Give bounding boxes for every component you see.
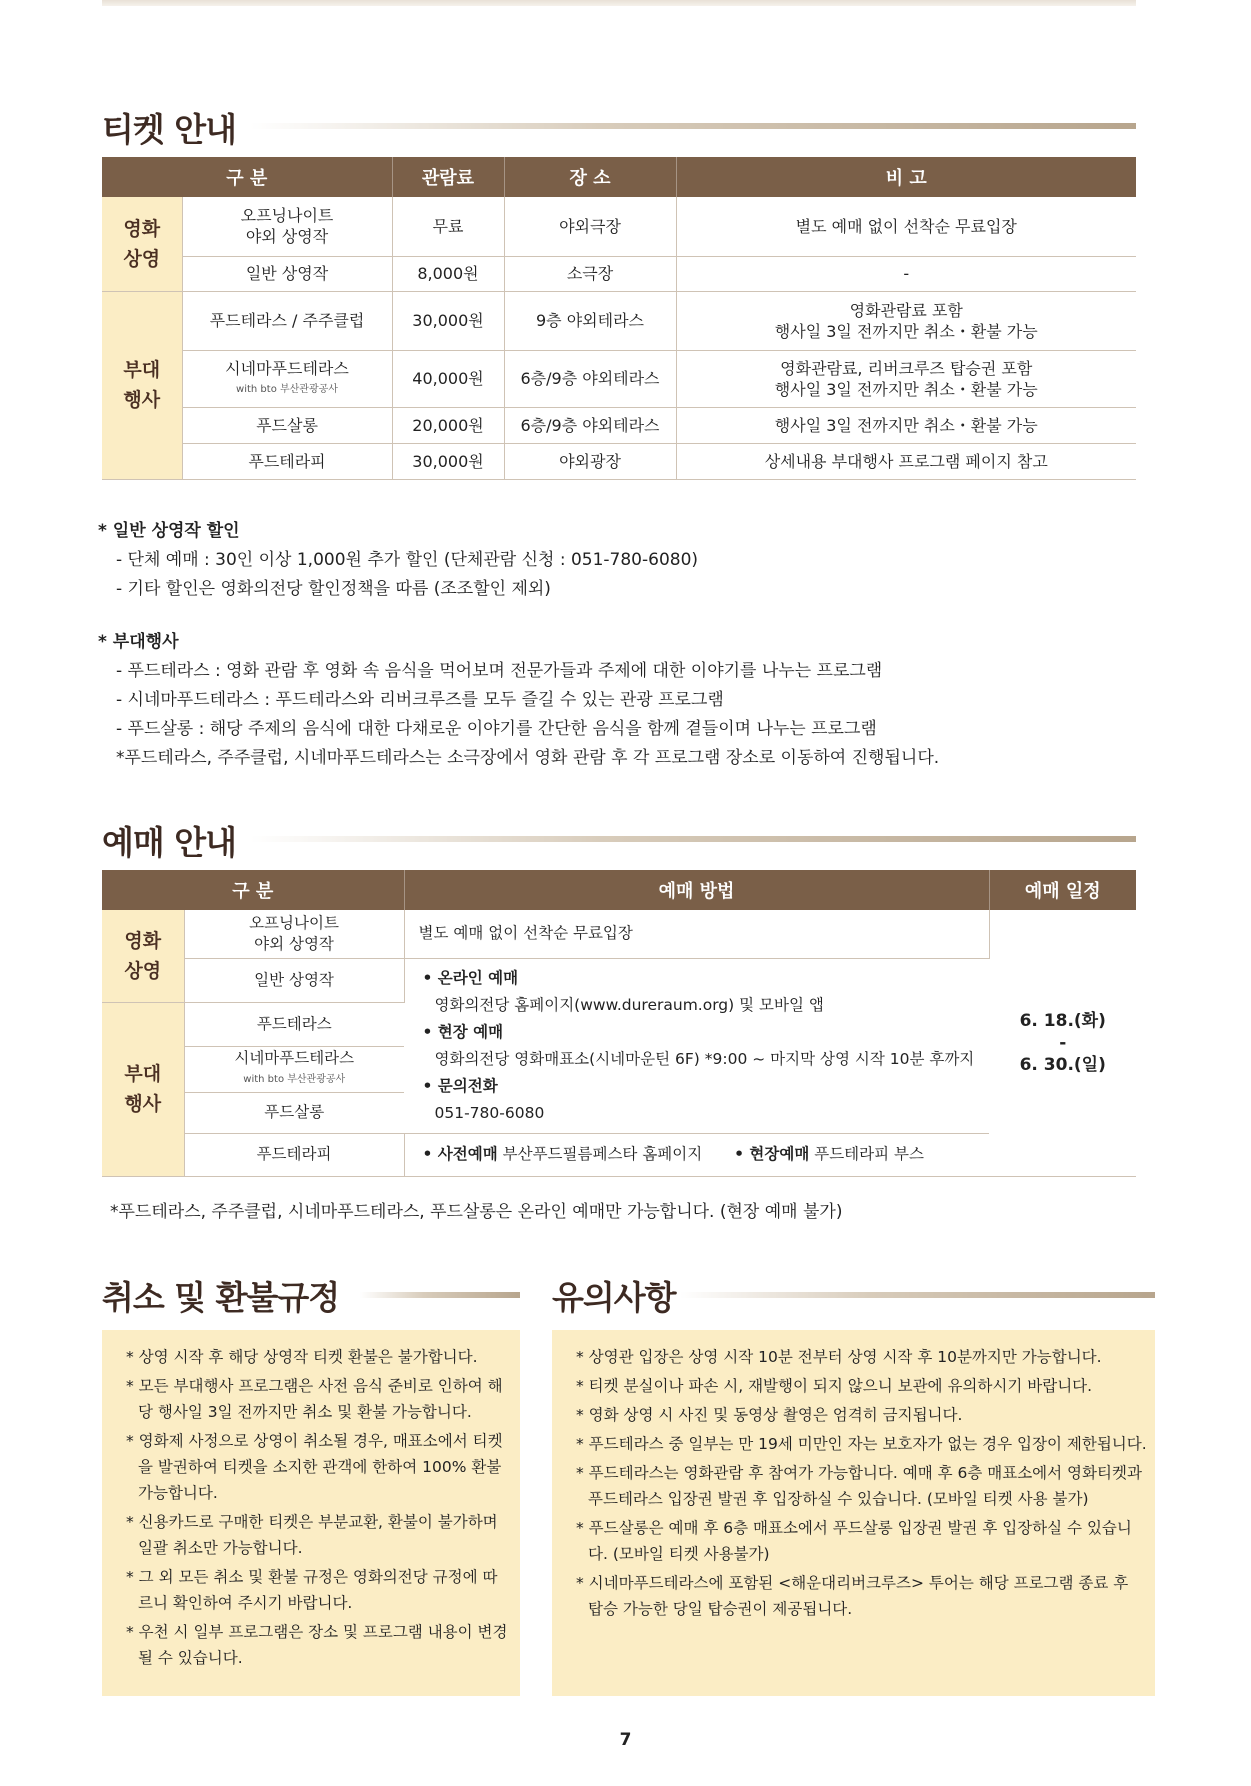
program-name: 푸드테라스 / 주주클럽 (182, 291, 392, 350)
pre-booking-label: • 사전예매 (422, 1145, 498, 1163)
note: 별도 예매 없이 선착순 무료입장 (676, 197, 1136, 256)
table-row (102, 407, 1136, 443)
program-name: 오프닝나이트 야외 상영작 (182, 197, 392, 256)
note: 행사일 3일 전까지만 취소・환불 가능 (676, 407, 1136, 443)
header-place: 장 소 (504, 157, 676, 197)
discount-notes (98, 517, 1138, 604)
note: 영화관람료 포함 행사일 3일 전까지만 취소・환불 가능 (676, 291, 1136, 350)
onsite-label: • 현장 예매 (422, 1022, 504, 1041)
list-item: * 상영 시작 후 해당 상영작 티켓 환불은 불가합니다. (126, 1348, 478, 1366)
booking-schedule: 6. 18.(화) - 6. 30.(일) (989, 910, 1136, 1176)
place: 야외광장 (504, 443, 676, 479)
event-note-item: - 시네마푸드테라스 : 푸드테라스와 리버크루즈를 모두 즐길 수 있는 관광 프로그램 (116, 690, 724, 710)
place: 소극장 (504, 256, 676, 291)
site-booking-text: 푸드테라피 부스 (809, 1145, 924, 1163)
header-category: 구 분 (102, 157, 392, 197)
note: - (676, 256, 1136, 291)
table-row (102, 256, 1136, 291)
table-row (102, 291, 1136, 350)
fee: 8,000원 (392, 256, 504, 291)
fee: 20,000원 (392, 407, 504, 443)
table-row (102, 197, 1136, 256)
list-item: * 그 외 모든 취소 및 환불 규정은 영화의전당 규정에 따르니 확인하여 주시기 바랍니다. (126, 1568, 498, 1612)
program-name: 오프닝나이트 야외 상영작 (184, 910, 404, 958)
program-name-cell (184, 1046, 404, 1092)
discount-note-item: - 단체 예매 : 30인 이상 1,000원 추가 할인 (단체관람 신청 : 051-780-6080) (116, 550, 699, 570)
event-notes (98, 628, 1138, 773)
list-item: * 신용카드로 구매한 티켓은 부분교환, 환불이 불가하며 일괄 취소만 가능합니다. (126, 1513, 498, 1557)
header-note: 비 고 (676, 157, 1136, 197)
refund-box (102, 1330, 520, 1696)
booking-table (102, 870, 1136, 1177)
ticket-section-title: 티켓 안내 (102, 110, 237, 149)
list-item: * 티켓 분실이나 파손 시, 재발행이 되지 않으니 보관에 유의하시기 바랍니다. (576, 1377, 1093, 1395)
list-item: * 모든 부대행사 프로그램은 사전 음식 준비로 인하여 해당 행사일 3일 전까지만 취소 및 환불 가능합니다. (126, 1377, 503, 1421)
list-item: * 푸드테라스 중 일부는 만 19세 미만인 자는 보호자가 없는 경우 입장이 제한됩니다. (576, 1435, 1147, 1453)
online-label: • 온라인 예매 (422, 968, 519, 987)
page-number: 7 (619, 1730, 632, 1750)
list-item: * 우천 시 일부 프로그램은 장소 및 프로그램 내용이 변경될 수 있습니다. (126, 1623, 508, 1667)
category-movie: 영화 상영 (102, 197, 182, 291)
caution-list (566, 1344, 1147, 1622)
booking-table-header (102, 870, 1136, 910)
header-category: 구 분 (102, 870, 404, 910)
refund-list (116, 1344, 512, 1671)
place: 6층/9층 야외테라스 (504, 407, 676, 443)
event-notes-heading: * 부대행사 (98, 632, 179, 652)
event-note-item: - 푸드살롱 : 해당 주제의 음식에 대한 다채로운 이야기를 간단한 음식을 함께 곁들이며 나누는 프로그램 (116, 719, 877, 739)
place: 6층/9층 야외테라스 (504, 350, 676, 407)
title-decor-line (250, 836, 1136, 842)
pre-booking-text: 부산푸드필름페스타 홈페이지 (497, 1145, 703, 1163)
method-free: 별도 예매 없이 선착순 무료입장 (404, 910, 989, 958)
booking-footnote: *푸드테라스, 주주클럽, 시네마푸드테라스, 푸드살롱은 온라인 예매만 가능합니다. (현장 예매 불가) (110, 1202, 843, 1222)
title-decor-line (360, 1292, 520, 1298)
program-name: 푸드테라스 (184, 1002, 404, 1046)
ticket-table-header (102, 157, 1136, 197)
header-method: 예매 방법 (404, 870, 989, 910)
place: 야외극장 (504, 197, 676, 256)
category-event: 부대 행사 (102, 291, 182, 479)
program-name: 일반 상영작 (184, 958, 404, 1002)
booking-section-title: 예매 안내 (102, 823, 237, 862)
program-name: 시네마푸드테라스 (225, 358, 349, 378)
contact-label: • 문의전화 (422, 1076, 498, 1095)
table-row (102, 350, 1136, 407)
list-item: * 푸드살롱은 예매 후 6층 매표소에서 푸드살롱 입장권 발권 후 입장하실 수 있습니다. (모바일 티켓 사용불가) (576, 1519, 1132, 1563)
title-decor-line (250, 123, 1136, 129)
category-event: 부대 행사 (102, 1002, 184, 1176)
program-name: 푸드살롱 (184, 1092, 404, 1133)
program-name: 일반 상영작 (182, 256, 392, 291)
bto-sponsor-logo: with bto 부산관광공사 (236, 383, 338, 395)
event-note-item: - 푸드테라스 : 영화 관람 후 영화 속 음식을 먹어보며 전문가들과 주제에 대한 이야기를 나누는 프로그램 (116, 661, 883, 681)
method-online-onsite (404, 958, 989, 1133)
top-decor-bar (102, 0, 1136, 6)
header-schedule: 예매 일정 (989, 870, 1136, 910)
ticket-table (102, 157, 1136, 480)
table-row (102, 443, 1136, 479)
fee: 30,000원 (392, 291, 504, 350)
program-name: 푸드테라피 (184, 1133, 404, 1176)
table-row (102, 910, 1136, 958)
note: 영화관람료, 리버크루즈 탑승권 포함 행사일 3일 전까지만 취소・환불 가능 (676, 350, 1136, 407)
caution-section-title: 유의사항 (552, 1278, 676, 1317)
onsite-text: 영화의전당 영화매표소(시네마운틴 6F) *9:00 ~ 마지막 상영 시작 10분 후까지 (434, 1049, 975, 1068)
refund-section-title: 취소 및 환불규정 (102, 1278, 340, 1317)
list-item: * 시네마푸드테라스에 포함된 <해운대리버크루즈> 투어는 해당 프로그램 종료 후 탑승 가능한 당일 탑승권이 제공됩니다. (576, 1574, 1129, 1618)
place: 9층 야외테라스 (504, 291, 676, 350)
discount-notes-heading: * 일반 상영작 할인 (98, 521, 240, 541)
event-note-item: *푸드테라스, 주주클럽, 시네마푸드테라스는 소극장에서 영화 관람 후 각 프로그램 장소로 이동하여 진행됩니다. (116, 748, 940, 768)
header-fee: 관람료 (392, 157, 504, 197)
contact-text: 051-780-6080 (434, 1103, 545, 1122)
method-foodtherapy (404, 1133, 989, 1176)
category-movie: 영화 상영 (102, 910, 184, 1002)
table-row (102, 1133, 1136, 1176)
list-item: * 영화제 사정으로 상영이 취소될 경우, 매표소에서 티켓을 발권하여 티켓을 소지한 관객에 한하여 100% 환불 가능합니다. (126, 1432, 503, 1502)
program-name-cell (182, 350, 392, 407)
program-name: 푸드테라피 (182, 443, 392, 479)
note: 상세내용 부대행사 프로그램 페이지 참고 (676, 443, 1136, 479)
fee: 무료 (392, 197, 504, 256)
table-row (102, 958, 1136, 1002)
discount-note-item: - 기타 할인은 영화의전당 할인정책을 따름 (조조할인 제외) (116, 579, 551, 599)
fee: 30,000원 (392, 443, 504, 479)
caution-box (552, 1330, 1155, 1696)
list-item: * 상영관 입장은 상영 시작 10분 전부터 상영 시작 후 10분까지만 가능합니다. (576, 1348, 1102, 1366)
fee: 40,000원 (392, 350, 504, 407)
list-item: * 푸드테라스는 영화관람 후 참여가 가능합니다. 예매 후 6층 매표소에서 영화티켓과 푸드테라스 입장권 발권 후 입장하실 수 있습니다. (모바일 티켓 사용 불가) (576, 1464, 1142, 1508)
online-text: 영화의전당 홈페이지(www.dureraum.org) 및 모바일 앱 (434, 995, 824, 1014)
title-decor-line (680, 1292, 1155, 1298)
site-booking-label: • 현장예매 (734, 1145, 810, 1163)
program-name: 시네마푸드테라스 (234, 1049, 355, 1067)
bto-sponsor-logo: with bto 부산관광공사 (243, 1074, 346, 1085)
list-item: * 영화 상영 시 사진 및 동영상 촬영은 엄격히 금지됩니다. (576, 1406, 963, 1424)
program-name: 푸드살롱 (182, 407, 392, 443)
